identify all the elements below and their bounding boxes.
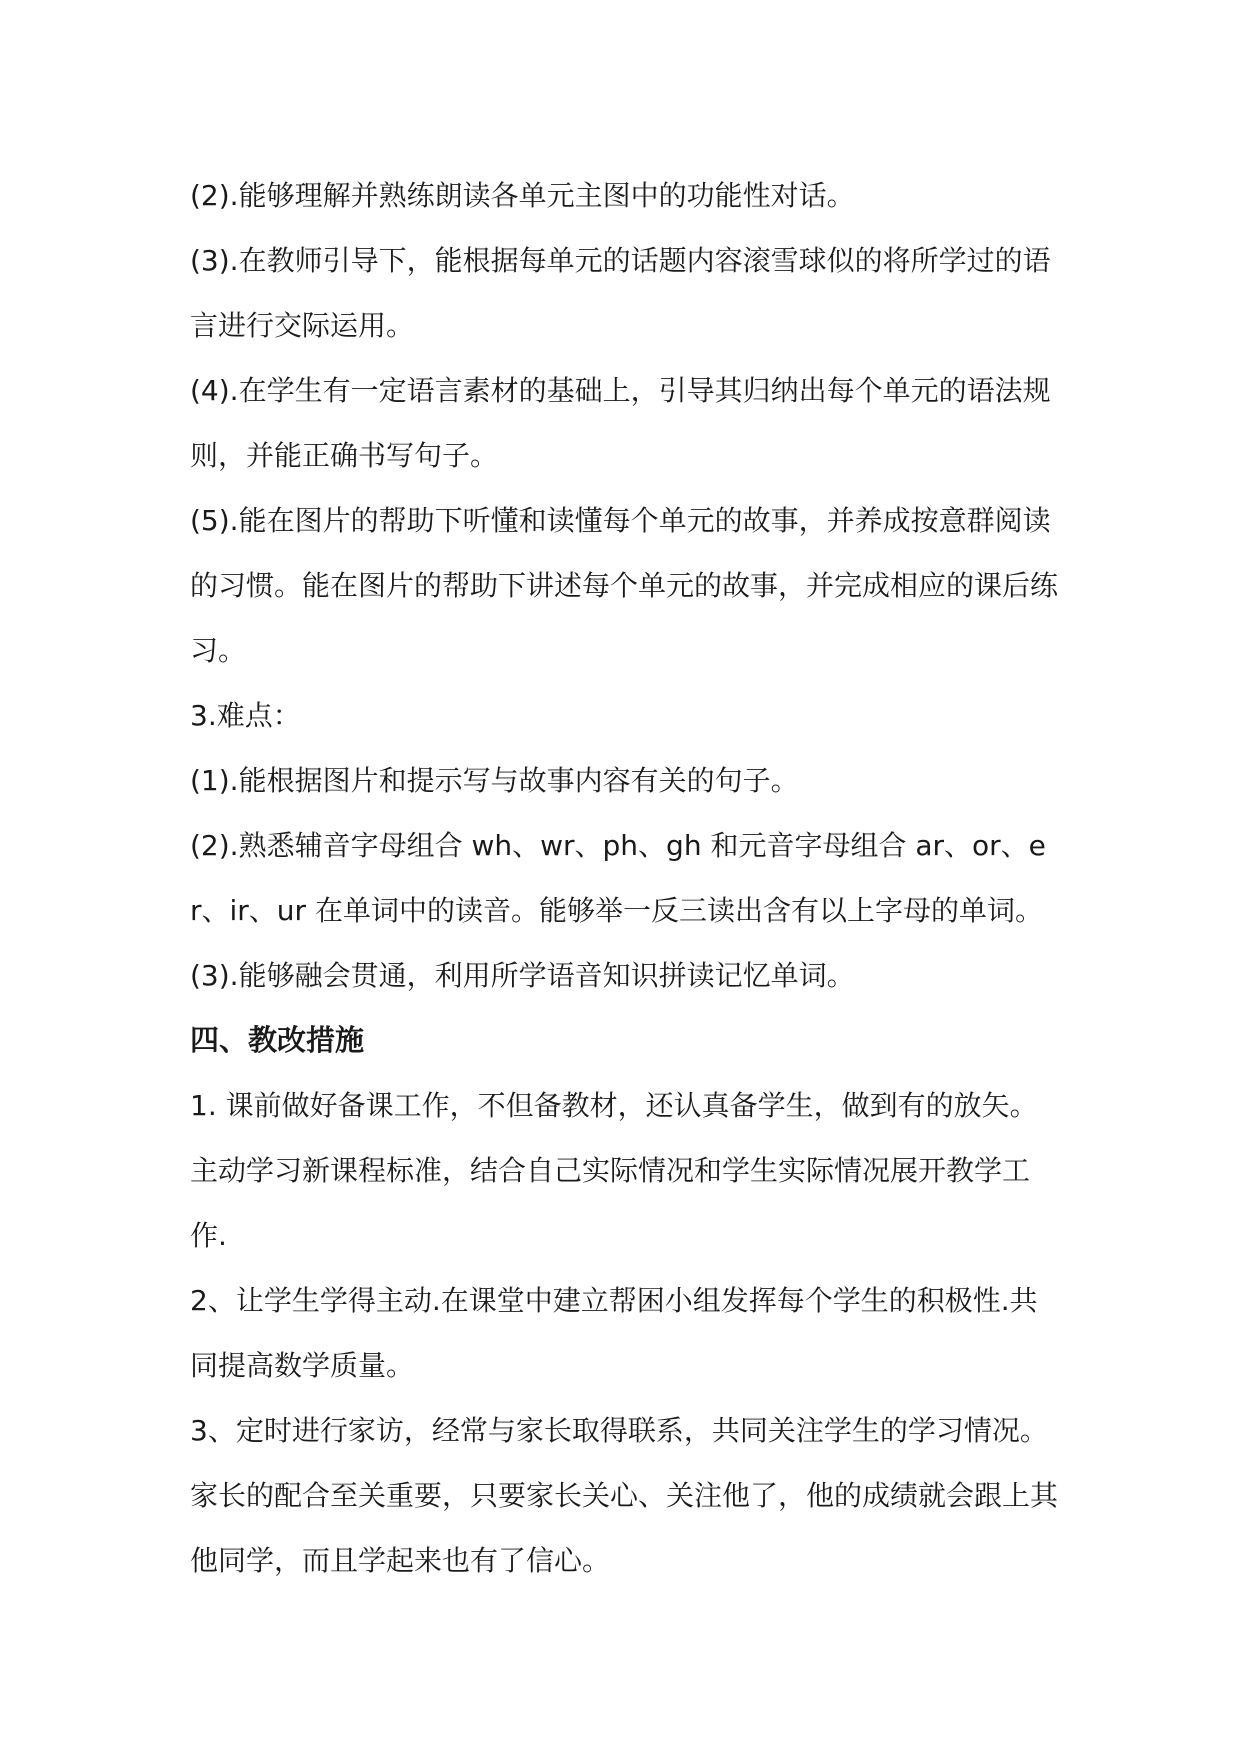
paragraph-measure-1: 1. 课前做好备课工作，不但备教材，还认真备学生，做到有的放矢。主动学习新课程标准，结合自己实际情况和学生实际情况展开教学工作.: [190, 1089, 1038, 1252]
paragraph-measure-2: 2、让学生学得主动.在课堂中建立帮困小组发挥每个学生的积极性.共同提高数学质量。: [190, 1284, 1038, 1382]
section-heading-reform-measures: 四、教改措施: [190, 1023, 365, 1057]
paragraph-difficulty-1: (1).能根据图片和提示写与故事内容有关的句子。: [190, 764, 799, 797]
paragraph-measure-3: 3、定时进行家访，经常与家长取得联系，共同关注学生的学习情况。家长的配合至关重要，只要家长关心、关注他了，他的成绩就会跟上其他同学，而且学起来也有了信心。: [190, 1414, 1059, 1577]
paragraph-objective-5: (5).能在图片的帮助下听懂和读懂每个单元的故事，并养成按意群阅读的习惯。能在图片的帮助下讲述每个单元的故事，并完成相应的课后练习。: [190, 504, 1059, 667]
paragraph-objective-3: (3).在教师引导下，能根据每单元的话题内容滚雪球似的将所学过的语言进行交际运用。: [190, 244, 1051, 342]
paragraph-objective-4: (4).在学生有一定语言素材的基础上，引导其归纳出每个单元的语法规则，并能正确书写句子。: [190, 374, 1051, 472]
document-body: [190, 163, 1062, 1593]
paragraph-difficulty-3: (3).能够融会贯通，利用所学语音知识拼读记忆单词。: [190, 959, 855, 992]
paragraph-difficulty-2: (2).熟悉辅音字母组合 wh、wr、ph、gh 和元音字母组合 ar、or、er、ir、ur 在单词中的读音。能够举一反三读出含有以上字母的单词。: [190, 829, 1046, 927]
subheading-difficulties: 3.难点：: [190, 699, 301, 732]
paragraph-objective-2: (2).能够理解并熟练朗读各单元主图中的功能性对话。: [190, 179, 855, 212]
